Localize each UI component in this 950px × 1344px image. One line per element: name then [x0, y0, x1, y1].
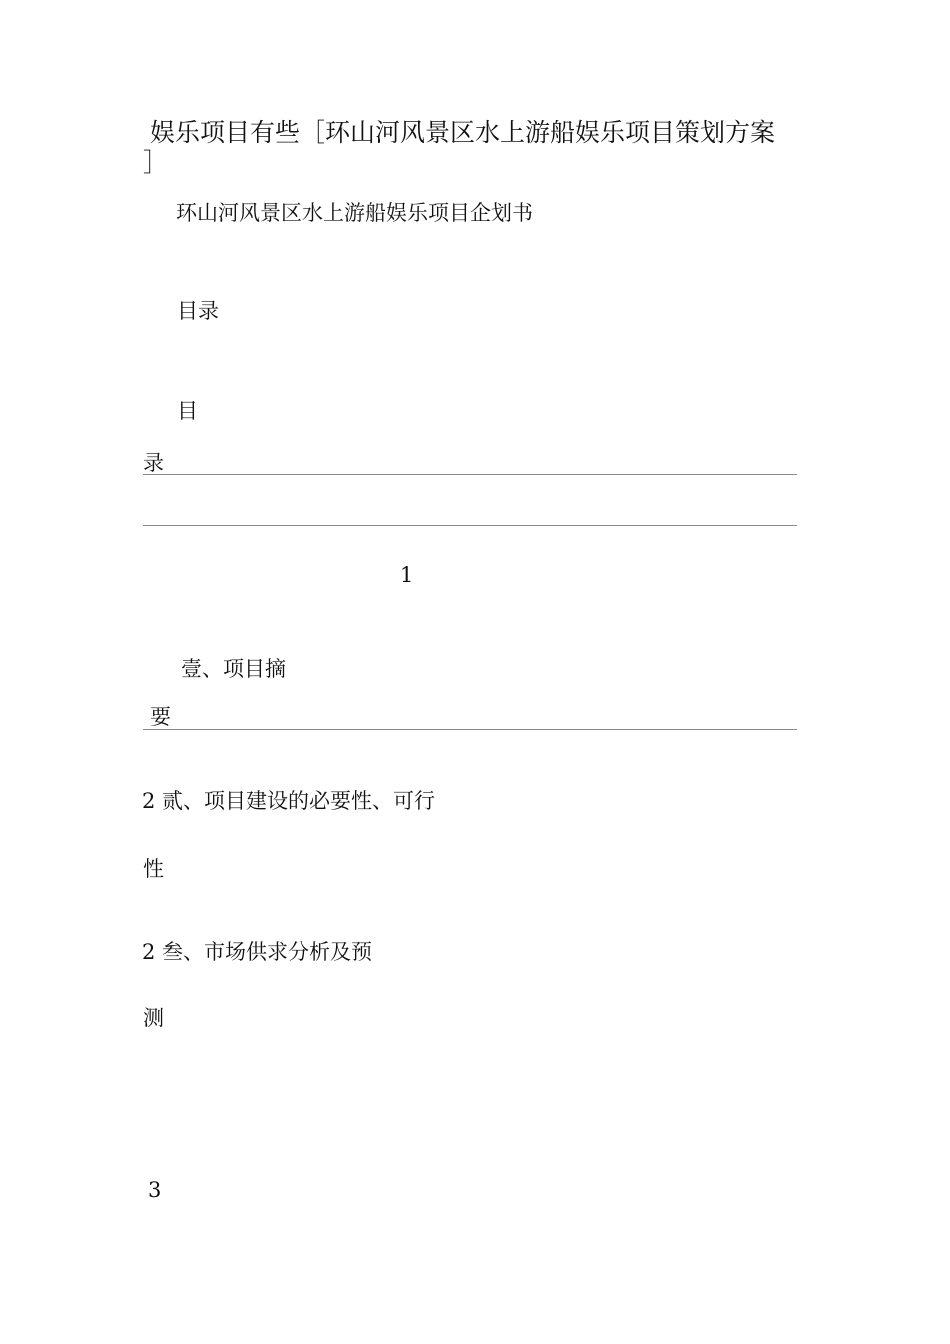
toc-page-number-3: 3: [148, 1178, 162, 1202]
toc-entry-3-part-2: 测: [143, 1006, 164, 1030]
document-subtitle: 环山河风景区水上游船娱乐项目企划书: [176, 201, 533, 225]
toc-entry-1-part-1: 壹、项目摘: [181, 657, 286, 681]
toc-rule-1: [143, 474, 797, 475]
toc-entry-2-part-2: 性: [143, 857, 164, 881]
toc-rule-2: [143, 525, 797, 526]
toc-heading-split-bottom: 录: [143, 451, 164, 475]
document-title-line-2: ］: [143, 148, 169, 177]
toc-entry-1-part-2: 要: [150, 705, 171, 729]
toc-heading-split-top: 目: [177, 399, 198, 423]
toc-entry-2-part-1: 2 贰、项目建设的必要性、可行: [142, 789, 436, 813]
document-title-line-1: 娱乐项目有些［环山河风景区水上游船娱乐项目策划方案: [150, 118, 776, 147]
toc-entry-3-part-1: 2 叁、市场供求分析及预: [142, 940, 373, 964]
toc-page-number-1: 1: [400, 563, 414, 587]
toc-heading: 目录: [177, 299, 219, 323]
toc-rule-3: [143, 729, 797, 730]
